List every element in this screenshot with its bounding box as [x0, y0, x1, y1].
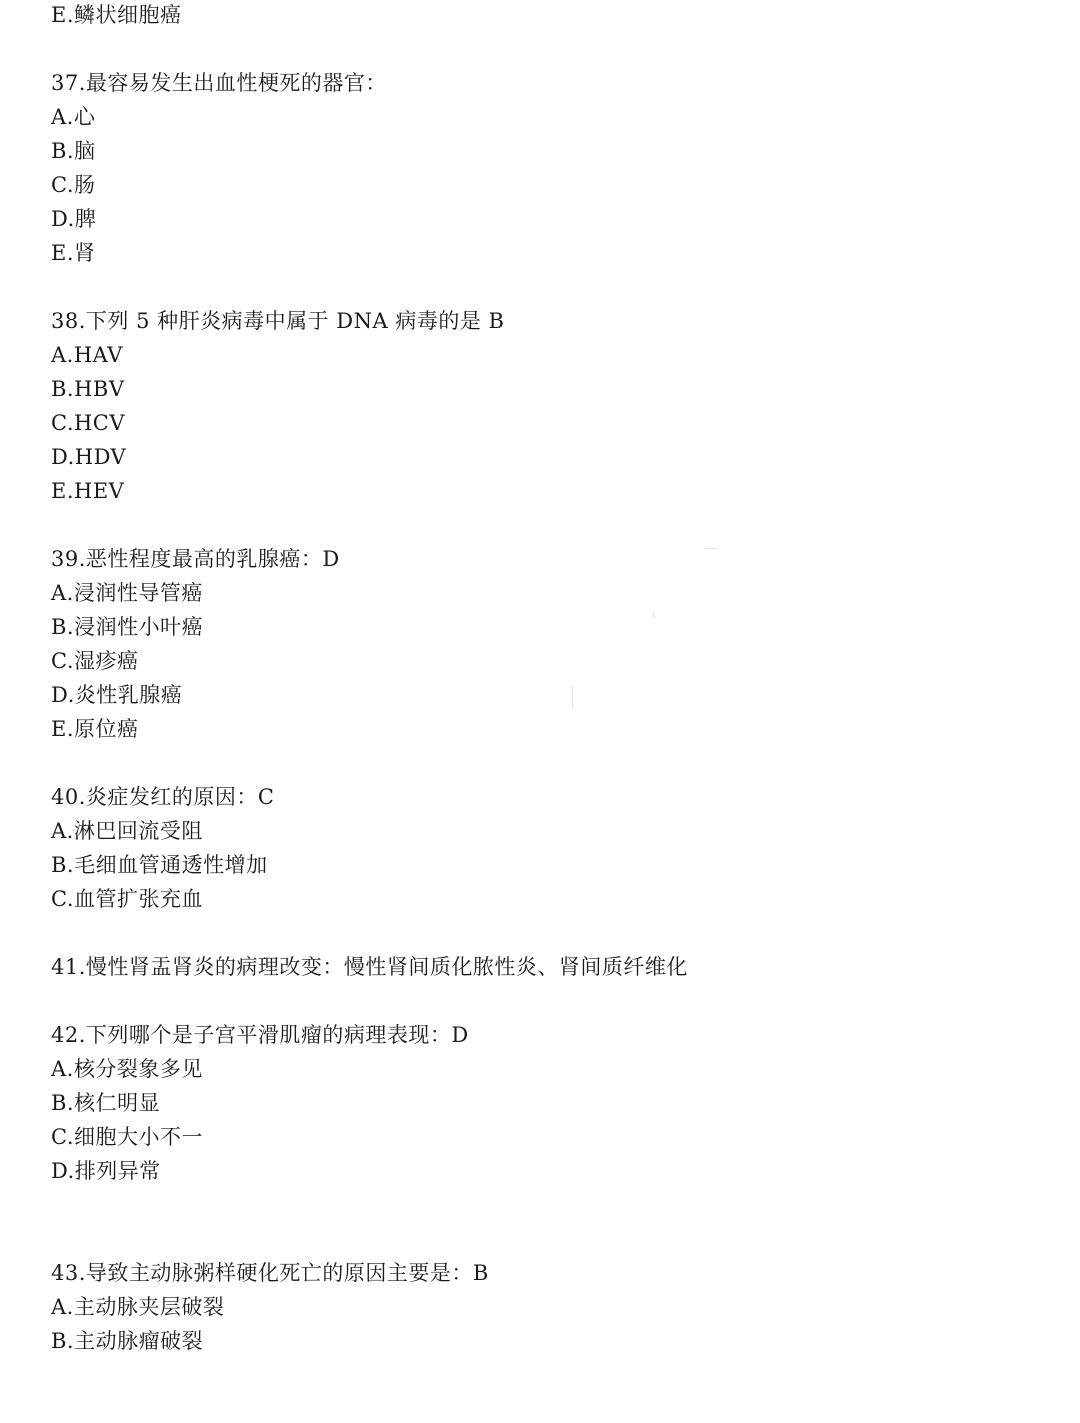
q42-option-d: D.排列异常	[51, 1159, 161, 1183]
q39-option-c: C.湿疹癌	[51, 649, 139, 673]
scan-artifact	[653, 612, 654, 618]
q40-option-b: B.毛细血管通透性增加	[51, 853, 268, 877]
q43-question: 43.导致主动脉粥样硬化死亡的原因主要是：B	[51, 1261, 489, 1285]
scan-artifact	[572, 686, 573, 708]
q38-question: 38.下列 5 种肝炎病毒中属于 DNA 病毒的是 B	[51, 309, 505, 333]
q42-question: 42.下列哪个是子宫平滑肌瘤的病理表现：D	[51, 1023, 469, 1047]
q42-option-c: C.细胞大小不一	[51, 1125, 203, 1149]
q37-option-a: A.心	[51, 105, 96, 129]
q37-question: 37.最容易发生出血性梗死的器官：	[51, 71, 387, 95]
q42-option-a: A.核分裂象多见	[51, 1057, 203, 1081]
q36-option-e: E.鳞状细胞癌	[51, 3, 182, 27]
q43-option-b: B.主动脉瘤破裂	[51, 1329, 204, 1353]
q38-option-a: A.HAV	[51, 343, 123, 367]
q40-question: 40.炎症发红的原因：C	[51, 785, 275, 809]
q38-option-c: C.HCV	[51, 411, 126, 435]
q39-option-b: B.浸润性小叶癌	[51, 615, 204, 639]
q38-option-d: D.HDV	[51, 445, 127, 469]
q37-option-c: C.肠	[51, 173, 96, 197]
q40-option-a: A.淋巴回流受阻	[51, 819, 203, 843]
q38-option-e: E.HEV	[51, 479, 125, 503]
q37-option-b: B.脑	[51, 139, 96, 163]
q39-option-e: E.原位癌	[51, 717, 139, 741]
q39-option-d: D.炎性乳腺癌	[51, 683, 183, 707]
q42-option-b: B.核仁明显	[51, 1091, 161, 1115]
q43-option-a: A.主动脉夹层破裂	[51, 1295, 225, 1319]
q37-option-e: E.肾	[51, 241, 96, 265]
q39-question: 39.恶性程度最高的乳腺癌：D	[51, 547, 340, 571]
q41-question: 41.慢性肾盂肾炎的病理改变：慢性肾间质化脓性炎、肾间质纤维化	[51, 955, 688, 979]
q37-option-d: D.脾	[51, 207, 97, 231]
q39-option-a: A.浸润性导管癌	[51, 581, 203, 605]
q40-option-c: C.血管扩张充血	[51, 887, 203, 911]
q38-option-b: B.HBV	[51, 377, 125, 401]
scan-artifact	[704, 548, 718, 549]
